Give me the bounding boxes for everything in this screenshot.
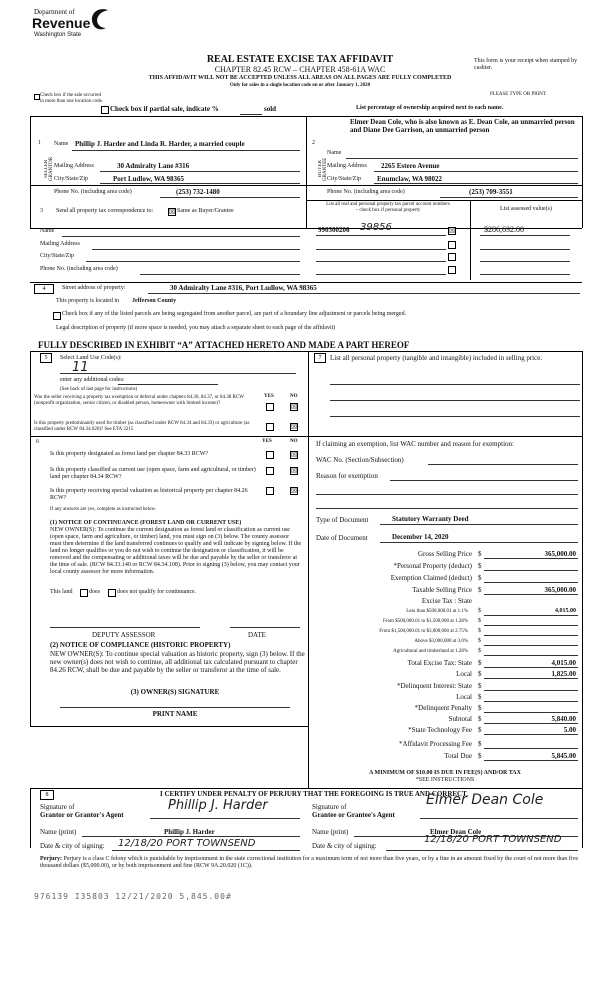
perjury-note — [40, 856, 580, 870]
exemption-label: If claiming an exemption, list WAC number and reason for exemption: — [316, 440, 514, 448]
buyer-mail: 2265 Estero Avenue — [381, 162, 440, 170]
exemption-deduct-label: Exemption Claimed (deduct) — [390, 574, 472, 582]
buyer-num: 2 — [312, 140, 315, 146]
corr-label: Send all property tax correspondence to: — [56, 208, 154, 214]
land-use-label: Select Land Use Code(s): — [60, 355, 122, 361]
grantor-signature: Phillip J. Harder — [168, 798, 268, 813]
logo-line1: Department of — [34, 8, 75, 16]
buyer-city: Enumclaw, WA 98022 — [377, 175, 443, 183]
sec5-yes: YES — [264, 394, 274, 399]
dollar-sign: $ — [478, 550, 482, 558]
same-as-buyer-label: Same as Buyer/Grantee — [177, 208, 234, 214]
minimum-note: A MINIMUM OF $10.00 IS DUE IN FEE(S) AND/OR TAX — [369, 770, 521, 776]
multi-loc-label-1: Check box if the sale occurred — [40, 93, 101, 98]
subtotal-label: Subtotal — [448, 715, 472, 723]
see-instructions: *SEE INSTRUCTIONS — [415, 777, 475, 783]
date-label: DATE — [248, 631, 266, 639]
parcel-1-personal-checkbox[interactable]: ☒ — [449, 227, 456, 235]
grantee-name: Elmer Dean Cole — [430, 828, 482, 836]
buyer-name: Elmer Dean Cole, who is also known as E. Dean Cole, an unmarried person and Diane Dee Garrison, an unmarried person — [350, 118, 575, 134]
parcel-value: $286,632.00 — [484, 225, 524, 234]
form-title: REAL ESTATE EXCISE TAX AFFIDAVIT — [206, 54, 394, 65]
seller-mail-label: Mailing Address — [54, 163, 94, 169]
sec5-no: NO — [290, 394, 298, 399]
notice2-body: NEW OWNER(S): To continue special valuation as historic property, sign (3) below. If the new owner(s) does not wish to continue, all additional tax calculated pursuant to chapter 84.26 RCW, shall be due and payable by the seller or transferor at the time of sale. — [50, 650, 305, 674]
sec5-q2: Is this property predominantly used for timber (as classified under RCW 84.34 and 84.33) or agriculture (as classified under RCW 84.34.020)? See ETA 3215 — [34, 421, 250, 432]
tech-fee-label: *State Technology Fee — [408, 726, 472, 734]
sec6-q3-no-checkbox[interactable]: ☒ — [291, 487, 298, 495]
corr-mail-label: Mailing Address — [40, 241, 80, 247]
dollar-sign: $ — [478, 586, 482, 594]
deputy-assessor-label: DEPUTY ASSESSOR — [92, 631, 156, 639]
delinq-local-label: Local — [456, 693, 472, 701]
seller-phone-label: Phone No. (including area code) — [54, 189, 132, 195]
dollar-sign: $ — [478, 693, 482, 701]
sec6-q1: Is this property designated as forest land per chapter 84.33 RCW? — [50, 451, 209, 457]
corr-num: 3 — [40, 208, 43, 214]
street-label: Street address of property: — [62, 285, 126, 291]
ownership-note: List percentage of ownership acquired next to each name. — [356, 105, 504, 111]
grantee-sig-label-1: Signature of — [312, 803, 347, 811]
seller-mail: 30 Admiralty Lane #316 — [117, 162, 190, 170]
dollar-sign: $ — [478, 608, 481, 614]
sec6-q1-no-checkbox[interactable]: ☒ — [291, 451, 298, 459]
seller-phone: (253) 732-1480 — [176, 188, 220, 196]
grantee-sig-label-2: Grantee or Grantee's Agent — [312, 811, 395, 819]
parcel-4-checkbox[interactable] — [448, 266, 456, 274]
receipt-note: This form is your receipt when stamped by cashier. — [474, 58, 578, 71]
total-due-value: 5,845.00 — [551, 752, 576, 760]
grantor-date-label: Date & city of signing: — [40, 842, 105, 850]
taxable-value: 365,000.00 — [544, 586, 576, 594]
delinq-state-label: *Delinquent Interest: State — [396, 682, 472, 690]
multi-loc-label-2: in more than one location code. — [40, 99, 104, 104]
corr-city-label: City/State/Zip — [40, 253, 74, 259]
sec6-no: NO — [290, 439, 298, 444]
sec6-num: 6 — [36, 439, 39, 445]
grantor-date-city: 12/18/20 PORT TOWNSEND — [118, 838, 256, 849]
seller-city-label: City/State/Zip — [54, 176, 88, 182]
grantee-date-city: 12/18/20 PORT TOWNSEND — [424, 834, 562, 845]
notice1-body: NEW OWNER(S): To continue the current designation as forest land or classification as current use (open space, farm and agriculture, or timber) land, you must sign on (3) below. The county assessor must then determine if the land transferred continues to qualify and will indicate by signing below. If the land no longer qualifies or you do not wish to continue the designation or classification, it will be removed and the compensating or additional taxes will be due and payable by the seller or transferor at the time of sale. (RCW 84.33.140 or RCW 84.34.108). Prior to signing (3) below, you may contact your local county assessor for more information. — [50, 527, 302, 575]
notice2-title: (2) NOTICE OF COMPLIANCE (HISTORIC PROPERTY) — [50, 641, 231, 649]
parcel-2-checkbox[interactable] — [448, 241, 456, 249]
personal-property-label: List all personal property (tangible and intangible) included in selling price. — [330, 354, 543, 362]
total-state-value: 4,015.00 — [551, 659, 576, 667]
parcel-3-checkbox[interactable] — [448, 253, 456, 261]
logo-line3: Washington State — [34, 32, 82, 38]
sec5-q1: Was the seller receiving a property tax exemption or deferral under chapters 84.36, 84.37, or 84.38 RCW (nonprofit organization, senior citizen, or disabled person, homeowner with limited income)? — [34, 395, 244, 406]
subtotal-value: 5,840.00 — [551, 715, 576, 723]
taxable-label: Taxable Selling Price — [412, 586, 472, 594]
segregated-label: Check box if any of the listed parcels are being segregated from another parcel, are part of a boundary line adjustment or parcels being merged. — [62, 311, 407, 317]
dor-logo — [28, 8, 108, 48]
additional-codes-label: enter any additional codes: — [60, 377, 125, 383]
county-label: This property is located in — [56, 298, 119, 304]
total-state-label: Total Excise Tax: State — [407, 659, 472, 667]
type-or-print: PLEASE TYPE OR PRINT — [490, 92, 546, 97]
tier2-label: From $500,000.01 to $1,500,000 at 1.28% — [383, 619, 468, 624]
seller-side-label: SELLER GRANTOR — [44, 156, 54, 182]
total-due-label: Total Due — [444, 752, 472, 760]
does-not-label: does not qualify for continuance. — [117, 589, 197, 595]
does-not-checkbox[interactable] — [108, 589, 116, 597]
tier4-label: Above $3,000,000 at 3.0% — [414, 639, 468, 644]
seller-num: 1 — [38, 140, 41, 146]
sold-label: sold — [264, 105, 277, 113]
dollar-sign: $ — [478, 752, 482, 760]
tech-fee-value: 5.00 — [563, 726, 576, 734]
certify-text: I CERTIFY UNDER PENALTY OF PERJURY THAT THE FOREGOING IS TRUE AND CORRECT. — [160, 790, 469, 798]
buyer-phone: (253) 709-3551 — [469, 188, 513, 196]
reason-label: Reason for exemption — [316, 472, 378, 480]
doc-type: Statutory Warranty Deed — [392, 515, 469, 523]
legal-label: Legal description of property (if more space is needed, you may attach a separate sheet to each page of the affidavit) — [56, 325, 336, 331]
sec7-num: 7 — [314, 353, 326, 363]
tier1-value: 4,015.00 — [555, 608, 576, 614]
print-name-label: PRINT NAME — [152, 710, 198, 718]
land-use-code: 11 — [72, 360, 89, 375]
dollar-sign: $ — [478, 618, 481, 624]
logo-line2: Revenue — [32, 15, 91, 31]
dollar-sign: $ — [478, 562, 482, 570]
sec6-q3-yes-checkbox[interactable] — [266, 487, 274, 495]
sec5-q1-yes-checkbox[interactable] — [266, 403, 274, 411]
segregated-checkbox[interactable] — [53, 312, 61, 320]
parcel-handwritten: 39856 — [360, 222, 392, 233]
buyer-city-label: City/State/Zip — [327, 176, 361, 182]
grantor-name-label: Name (print) — [40, 828, 77, 836]
parcels-header-1: List all real and personal property tax parcel account numbers — [326, 202, 450, 207]
gross-value: 365,000.00 — [544, 550, 576, 558]
corr-phone-label: Phone No. (including area code) — [40, 266, 118, 272]
partial-sale-checkbox[interactable] — [101, 106, 109, 114]
parcel-number: 990300206 — [318, 226, 350, 234]
same-as-buyer-checkbox[interactable]: ☒ — [169, 208, 176, 216]
seller-city: Port Ludlow, WA 98365 — [113, 175, 185, 183]
sec5-num: 5 — [40, 353, 52, 363]
dollar-sign: $ — [478, 574, 482, 582]
corr-name-label: Name — [40, 228, 55, 234]
sec6-q2-no-checkbox[interactable]: ☒ — [291, 467, 298, 475]
notice1-title: (1) NOTICE OF CONTINUANCE (FOREST LAND OR CURRENT USE) — [50, 520, 242, 526]
owner-signature-label: (3) OWNER(S) SIGNATURE — [130, 688, 220, 696]
dollar-sign: $ — [478, 628, 481, 634]
buyer-name-label: Name — [327, 150, 342, 156]
grantor-name: Phillip J. Harder — [164, 828, 215, 836]
tier5-label: Agricultural and timberland at 1.28% — [393, 649, 468, 654]
grantee-date-label: Date & city of signing: — [312, 842, 377, 850]
dollar-sign: $ — [478, 740, 482, 748]
does-checkbox[interactable] — [80, 589, 88, 597]
county-value: Jefferson County — [132, 298, 177, 304]
sec6-q3: Is this property receiving special valuation as historical property per chapter 84.26 RCW? — [50, 488, 248, 501]
dollar-sign: $ — [478, 715, 482, 723]
logo-swoosh-icon — [88, 6, 112, 32]
penalty-label: *Delinquent Penalty — [414, 704, 472, 712]
dollar-sign: $ — [478, 726, 482, 734]
this-land-label: This land — [50, 589, 73, 595]
doc-date-label: Date of Document — [316, 534, 368, 542]
tier1-label: Less than $500,000.01 at 1.1% — [406, 609, 468, 614]
street-value: 30 Admiralty Lane #316, Port Ludlow, WA 98365 — [170, 284, 317, 292]
sec6-q2: Is this property classified as current use (open space, farm and agricultural, or timber) land per chapter 84.34 RCW? — [50, 467, 256, 480]
grantee-signature: Elmer Dean Cole — [426, 792, 544, 808]
sec5-q1-no-checkbox[interactable]: ☒ — [291, 403, 298, 411]
does-label: does — [89, 589, 100, 595]
seller-name-label: Name — [54, 141, 69, 147]
seller-name: Phillip J. Harder and Linda R. Harder, a married couple — [75, 140, 245, 148]
grantor-sig-label-2: Grantor or Grantor's Agent — [40, 811, 124, 819]
tier3-label: From $1,500,000.01 to $3,000,000 at 2.75% — [379, 629, 468, 634]
grantor-sig-label-1: Signature of — [40, 803, 75, 811]
form-sub: Only for sales in a single location code on or after January 1, 2020 — [229, 83, 371, 88]
form-chapter: CHAPTER 82.45 RCW – CHAPTER 458-61A WAC — [214, 65, 386, 74]
sec5-q2-yes-checkbox[interactable] — [266, 423, 274, 431]
see-back-note: (See back of last page for instructions) — [60, 387, 138, 392]
local-value: 1,825.00 — [551, 670, 576, 678]
partial-sale-label: Check box if partial sale, indicate % — [110, 105, 219, 113]
personal-deduct-label: *Personal Property (deduct) — [393, 562, 472, 570]
buyer-phone-label: Phone No. (including area code) — [327, 189, 405, 195]
street-num: 4 — [34, 284, 54, 294]
sec6-q1-yes-checkbox[interactable] — [266, 451, 274, 459]
dollar-sign: $ — [478, 638, 481, 644]
dollar-sign: $ — [478, 648, 481, 654]
dollar-sign: $ — [478, 682, 482, 690]
perjury-bold: Perjury: — [40, 856, 62, 862]
sec6-yes: YES — [262, 439, 272, 444]
doc-date: December 14, 2020 — [392, 533, 449, 541]
dollar-sign: $ — [478, 670, 482, 678]
parcels-header-2: – check box if personal property — [355, 208, 421, 213]
sec8-num: 8 — [40, 790, 54, 800]
doc-type-label: Type of Document — [316, 516, 369, 524]
affidavit-fee-label: *Affidavit Processing Fee — [399, 740, 472, 748]
recording-stamp: 976139 I35803 12/21/2020 5,845.00# — [34, 892, 232, 901]
assessed-header: List assessed value(s) — [500, 206, 552, 212]
dollar-sign: $ — [478, 659, 482, 667]
excise-label: Excise Tax : State — [421, 597, 472, 605]
form-warning: THIS AFFIDAVIT WILL NOT BE ACCEPTED UNLESS ALL AREAS ON ALL PAGES ARE FULLY COMPLETED — [148, 75, 452, 81]
dollar-sign: $ — [478, 704, 482, 712]
legal-description: FULLY DESCRIBED IN EXHIBIT “A” ATTACHED HERETO AND MADE A PART HEREOF — [38, 340, 410, 350]
perjury-text: Perjury is a class C felony which is punishable by imprisonment in the state correctional institution for a maximum term of not more than five years, or by a fine in an amount fixed by the court of not more than five thousand dollars ($5,000.00), or by both imprisonment and fine (RCW 9A.20.020 (1C)). — [40, 856, 579, 869]
wac-label: WAC No. (Section/Subsection) — [316, 456, 404, 464]
gross-label: Gross Selling Price — [417, 550, 472, 558]
buyer-side-label: BUYER GRANTEE — [318, 157, 328, 181]
sec5-q2-no-checkbox[interactable]: ☒ — [291, 423, 298, 431]
grantee-name-label: Name (print) — [312, 828, 349, 836]
sec6-q2-yes-checkbox[interactable] — [266, 467, 274, 475]
sec6-if-any: If any answers are yes, complete as instructed below. — [50, 507, 157, 512]
local-label: Local — [456, 670, 472, 678]
buyer-mail-label: Mailing Address — [327, 163, 367, 169]
